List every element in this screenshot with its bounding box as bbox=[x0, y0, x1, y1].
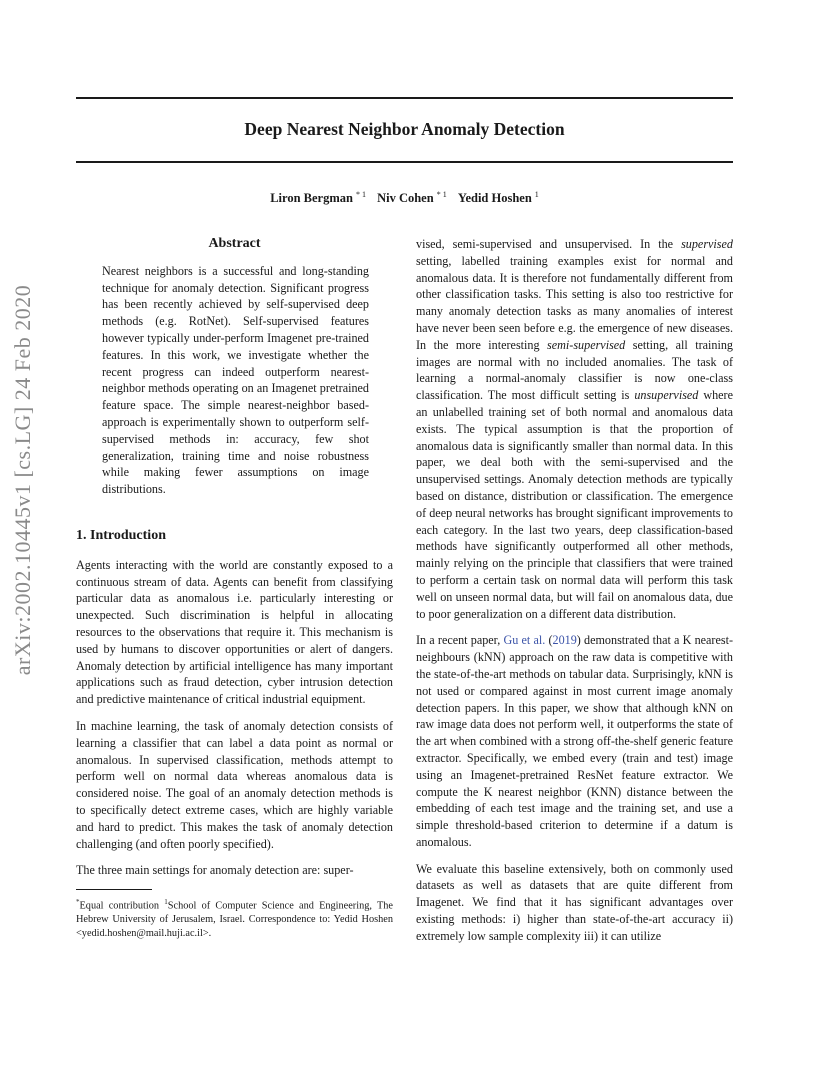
footnote-rule bbox=[76, 889, 152, 890]
arxiv-stamp-text: arXiv:2002.10445v1 [cs.LG] 24 Feb 2020 bbox=[10, 284, 35, 676]
citation-gu-year[interactable]: 2019 bbox=[552, 633, 577, 648]
intro-paragraph-1: Agents interacting with the world are constantly exposed to a continuous stream of data. Agents can benefit from classifying particular data as anomalous i.e. particularly interesting or unexpected. Such discrimination is helpful in allocating resources to the observations that require it. This mechanism is used by humans to discover opportunities or alert of dangers. Anomaly detection by artificial intelligence has many important applications such as fraud detection, cyber intrusion detection and predictive maintenance of critical industrial equipment. bbox=[76, 557, 393, 707]
paper-title: Deep Nearest Neighbor Anomaly Detection bbox=[244, 119, 565, 139]
footnote: *Equal contribution $^1$School of Computer Science and Engineering, The Hebrew University of Jerusalem, Israel. Correspondence to: Yedid Hoshen <yedid.hoshen@mail.huji.ac.il>. bbox=[76, 898, 394, 939]
citation-gu-et-al[interactable]: Gu et al. bbox=[503, 633, 546, 648]
left-column bbox=[76, 236, 393, 940]
right-column bbox=[416, 236, 733, 955]
right-paragraph-1: vised, semi-supervised and unsupervised. In the supervised setting, labelled training examples exist for normal and anomalous data. It is therefore not fundamentally different from other classification tasks. This setting is also too restrictive for many anomaly detection tasks as many anomalies of interest have never been seen before e.g. the emergence of new diseases. In the more interesting semi-supervised setting, all training images are normal with no included anomalies. The task of learning a normal-anomaly classifier is now one-class classification. The most difficult setting is unsupervised where an unlabelled training set of both normal and anomalous data exists. The typical assumption is that the proportion of anomalous data is significantly smaller than normal data. In this paper, we deal both with the semi-supervised and the unsupervised settings. Anomaly detection methods are typically based on distance, distribution or classification. The emergence of deep neural networks has brought significant improvements to each category. In the last two years, deep classification-based methods have significantly outperformed all other methods, mainly relying on the principle that classifiers that were trained to perform a certain task on normal data will perform this task well on unseen normal data, but will fail on anomalous data, due to poor generalization on a different data distribution. bbox=[416, 237, 733, 621]
author-list bbox=[76, 190, 733, 206]
abstract-text: Nearest neighbors is a successful and long-standing technique for anomaly detection. Significant progress has been recently achieved by self-supervised deep methods (e.g. RotNet). Self-supervised features however typically under-perform Imagenet pre-trained features. In this work, we investigate whether the recent progress can indeed outperform nearest-neighbor methods operating on an Imagenet pretrained feature space. The simple nearest-neighbor based-approach is experimentally shown to outperform self-supervised methods in: accuracy, few shot generalization, training time and noise robustness while making fewer assumptions on image distributions. bbox=[102, 263, 369, 497]
author-1-affiliation: * 1 bbox=[355, 190, 366, 199]
right-paragraph-3: We evaluate this baseline extensively, both on commonly used datasets as well as datasets that are quite different from Imagenet. We find that it has significant advantages over existing methods: i) higher than state-of-the-art accuracy ii) extremely low sample complexity iii) it can utilize bbox=[416, 861, 733, 943]
author-3: Yedid Hoshen $^1$ bbox=[457, 190, 539, 205]
abstract-heading: Abstract bbox=[208, 236, 261, 251]
title-bottom-rule bbox=[76, 161, 733, 163]
author-2: Niv Cohen $^{* 1}$ bbox=[377, 190, 447, 205]
author-1: Liron Bergman $^{* 1}$ bbox=[270, 190, 366, 205]
author-3-affiliation: 1 bbox=[534, 190, 539, 199]
top-rule bbox=[76, 97, 733, 99]
author-2-affiliation: * 1 bbox=[436, 190, 447, 199]
intro-paragraph-2: In machine learning, the task of anomaly detection consists of learning a classifier that can label a data point as normal or anomalous. In supervised classification, methods attempt to perform well on normal data whereas anomalous data is considered noise. The goal of an anomaly detection methods is to specifically detect extreme cases, which are highly variable and hard to predict. This makes the task of anomaly detection challenging (and often poorly specified). bbox=[76, 718, 393, 851]
right-paragraph-2: In a recent paper, Gu et al. (2019) demonstrated that a K nearest-neighbours (kNN) approach on the raw data is competitive with the state-of-the-art methods on tabular data. Surprisingly, kNN is not used or compared against in most current image anomaly detection papers. In this paper, we show that although kNN on raw image data does not perform well, it outperforms the state of the art when combined with a strong off-the-shelf generic feature extractor. Specifically, we embed every (train and test) image using an Imagenet-pretrained ResNet feature extractor. We compute the K nearest neighbor (KNN) distance between the embedding of each test image and the training set, and use a simple threshold-based criterion to determine if a datum is anomalous. bbox=[416, 633, 733, 849]
intro-paragraph-3: The three main settings for anomaly detection are: super- bbox=[76, 863, 354, 878]
section-heading-introduction: 1. Introduction bbox=[76, 527, 166, 543]
